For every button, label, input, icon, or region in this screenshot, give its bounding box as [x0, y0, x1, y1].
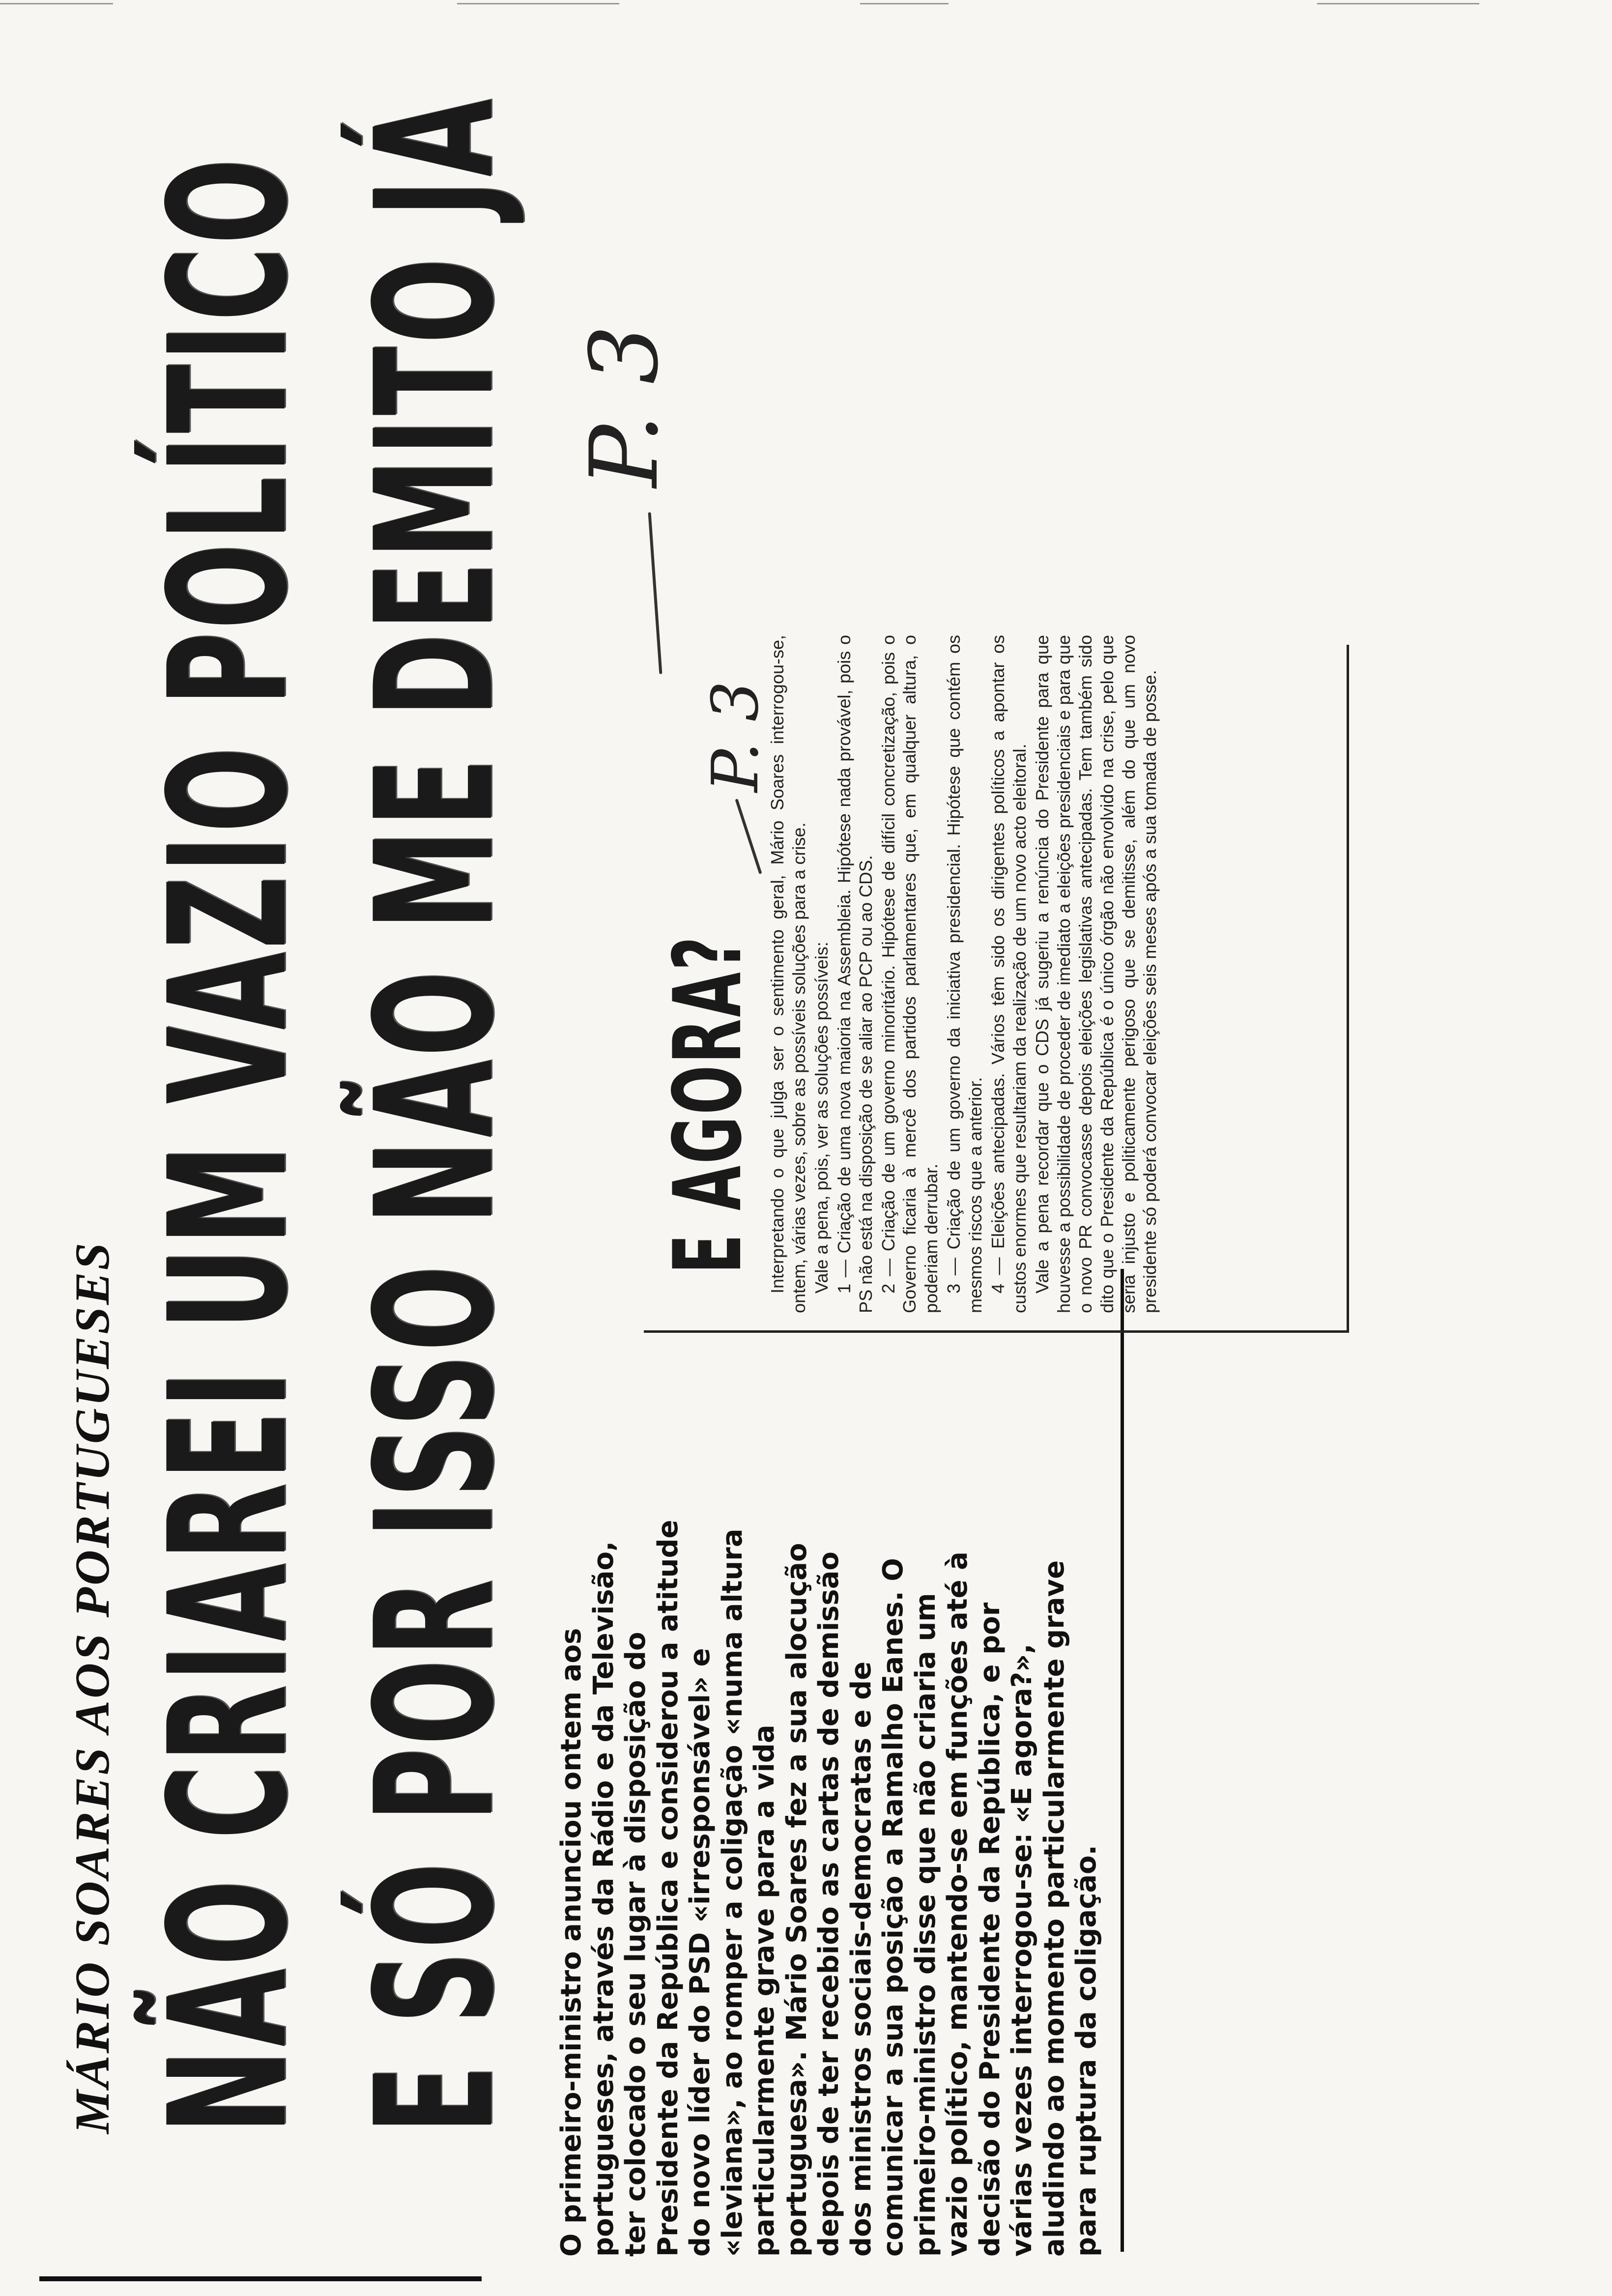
left-margin-bar [39, 2276, 482, 2281]
lead-paragraph: O primeiro-ministro anunciou ontem aos portugueses, através da Rádio e da Televisão, ter colocado o seu lugar à disposição do Presidente da República e considerou a atitude do novo líder do PSD «irresponsável» e «leviana», ao romper a coligação «numa altura particularmente grave para a vida portuguesa». Mário Soares fez a sua alocução depois de ter recebido as cartas de demissão dos ministros sociais-democratas e de comunicar a sua posição a Ramalho Eanes. O primeiro-ministro disse que não criaria um vazio político, mantendo-se em funções até à decisão do Presidente da República, e por várias vezes interrogou-se: «E agora?», aludindo ao momento particularmente grave para ruptura da coligação. [555, 1520, 1103, 2257]
headline-line-2: E SÓ POR ISSO NÃO ME DEMITO JÁ [341, 96, 529, 2134]
article-paragraph: 1 — Criação de uma nova maioria na Assembleia. Hipótese nada provável, pois o PS não está na disposição de se aliar ao PCP ou ao CDS. [834, 635, 876, 1313]
handwritten-page-mark: P. 3 [698, 681, 773, 792]
article-paragraph: 4 — Eleições antecipadas. Vários têm sido os dirigentes políticos a apontar os custos enormes que resultariam da realização de um novo acto eleitoral. [988, 635, 1030, 1313]
kicker-line: MÁRIO SOARES AOS PORTUGUESES [65, 1240, 119, 2134]
article-paragraph: 2 — Criação de um governo minoritário. Hipótese de difícil concretização, pois o Governo ficaria à mercê dos partidos parlamentares que, em qualquer altura, o poderiam derrubar. [878, 635, 942, 1313]
article-paragraph: 3 — Criação de um governo da iniciativa presidencial. Hipótese que contém os mesmos riscos que a anterior. [944, 635, 986, 1313]
article-paragraph: Vale a pena, pois, ver as soluções possíveis: [811, 942, 832, 1293]
article-body [767, 635, 1162, 1313]
handwritten-page-mark: P. 3 [570, 324, 679, 488]
article-paragraph: Vale a pena recordar que o CDS já sugeriu a renúncia do Presidente para que houvesse a possibilidade de proceder de imediato a eleições presidenciais e para que o novo PR convocasse depois eleições legislativas antecipadas. Tem também sido dito que o Presidente da República é o único órgão não envolvido na crise, pelo que seria injusto e politicamente perigoso que se demitisse, além do que um novo presidente só poderá convocar eleições seis meses após a sua tomada de posse. [1032, 635, 1160, 1313]
headline-line-1: NÃO CRIAREI UM VAZIO POLÍTICO [134, 156, 323, 2134]
article-bottom-rule [1347, 645, 1349, 1333]
article-subhead: E AGORA? [654, 935, 762, 1274]
lead-rule [1121, 1269, 1124, 2252]
article-paragraph: Interpretando o que julga ser o sentimento geral, Mário Soares interrogou-se, ontem, várias vezes, sobre as possíveis soluções para a crise. [767, 635, 809, 1313]
